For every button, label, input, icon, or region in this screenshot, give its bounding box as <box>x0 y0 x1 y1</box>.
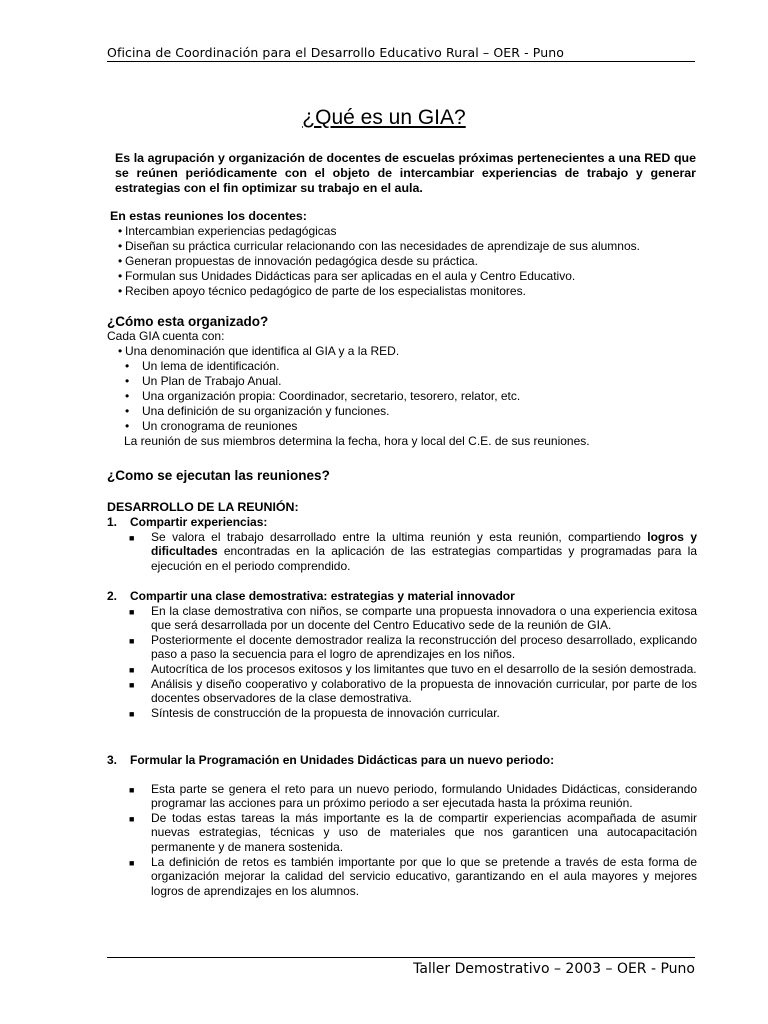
square-bullet-icon: ■ <box>129 606 135 617</box>
list-item: ■ Posteriormente el docente demostrador realiza la reconstrucción del proceso desarrollado, explicando paso a paso la secuencia para el logro de aprendizajes en los niños. <box>129 632 697 662</box>
list-item: ■ De todas estas tareas la más importante es la de compartir experiencias acompañada de asumir nuevas estrategias, técnicas y uso de materiales que nos garanticen una autocapacitación permanente y de manera sostenida. <box>129 810 697 854</box>
footer-rule <box>107 957 695 958</box>
section-1-title: 1. Compartir experiencias: <box>107 515 268 529</box>
list-item: • Diseñan su práctica curricular relacionando con las necesidades de aprendizaje de sus alumnos. <box>118 239 640 253</box>
square-bullet-icon: ■ <box>129 784 135 795</box>
page-title: ¿Qué es un GIA? <box>302 106 466 129</box>
list-item: • Una denominación que identifica al GIA y a la RED. <box>118 344 400 358</box>
list-item: • Un cronograma de reuniones <box>125 419 298 433</box>
header-rule <box>107 61 695 62</box>
page-footer: Taller Demostrativo – 2003 – OER - Puno <box>413 961 695 977</box>
section-2-number: 2. <box>107 589 118 603</box>
bullet-icon: • <box>125 404 130 418</box>
section-2-list <box>107 604 697 721</box>
list-item: • Formulan sus Unidades Didácticas para ser aplicadas en el aula y Centro Educativo. <box>118 269 576 283</box>
section-1-number: 1. <box>107 515 118 529</box>
square-bullet-icon: ■ <box>129 532 135 543</box>
square-bullet-icon: ■ <box>129 708 135 719</box>
bullet-icon: • <box>125 419 130 433</box>
section-3-number: 3. <box>107 753 118 767</box>
bullet-icon: • <box>118 284 123 298</box>
list-item: ■ Autocrítica de los procesos exitosos y los limitantes que tuvo en el desarrollo de la sesión demostrada. <box>129 661 697 676</box>
section-3-title: 3. Formular la Programación en Unidades Didácticas para un nuevo periodo: <box>107 753 555 767</box>
list-item: • Intercambian experiencias pedagógicas <box>118 224 337 238</box>
list-item: • Generan propuestas de innovación pedagógica desde su práctica. <box>118 254 478 268</box>
organizado-heading: ¿Cómo esta organizado? <box>107 314 269 329</box>
list-item: • Un Plan de Trabajo Anual. <box>125 374 282 388</box>
bullet-icon: • <box>118 254 123 268</box>
ejecutan-heading: ¿Como se ejecutan las reuniones? <box>107 468 330 483</box>
list-item: ■ La definición de retos es también importante por que lo que se pretende a través de esta forma de organización mejorar la calidad del servicio educativo, garantizando en el aula mayores y mejores logros de aprendizajes en los alumnos. <box>129 854 697 898</box>
ejecutan-section <box>107 468 697 483</box>
list-item: ■ Análisis y diseño cooperativo y colaborativo de la propuesta de innovación curricular, por parte de los docentes observadores de la clase demostrativa. <box>129 676 697 706</box>
bullet-icon: • <box>118 344 123 358</box>
section-2-title: 2. Compartir una clase demostrativa: estrategias y material innovador <box>107 589 515 603</box>
desarrollo-heading: DESARROLLO DE LA REUNIÓN: <box>107 500 299 514</box>
bullet-icon: • <box>118 269 123 283</box>
list-item: • Una organización propia: Coordinador, secretario, tesorero, relator, etc. <box>125 389 521 403</box>
square-bullet-icon: ■ <box>129 635 135 646</box>
section-3-list <box>107 782 697 899</box>
list-item: • Un lema de identificación. <box>125 359 280 373</box>
bullet-icon: • <box>118 239 123 253</box>
reuniones-section <box>107 209 697 299</box>
list-item: ■ En la clase demostrativa con niños, se comparte una propuesta innovadora o una experiencia exitosa que será desarrollada por un docente del Centro Educativo sede de la reunión de GIA. <box>129 603 697 633</box>
square-bullet-icon: ■ <box>129 857 135 868</box>
list-item: ■ Síntesis de construcción de la propuesta de innovación curricular. <box>129 705 500 720</box>
section-3 <box>107 753 697 898</box>
section-2 <box>107 589 697 720</box>
desarrollo-heading-block <box>107 500 697 515</box>
bullet-icon: • <box>125 389 130 403</box>
list-item: • Una definición de su organización y funciones. <box>125 404 390 418</box>
list-item: • Reciben apoyo técnico pedagógico de parte de los especialistas monitores. <box>118 284 526 298</box>
section-1-list <box>107 530 697 574</box>
section-1 <box>107 515 697 573</box>
reuniones-list <box>107 224 697 299</box>
page-header: Oficina de Coordinación para el Desarrollo Educativo Rural – OER - Puno <box>107 45 565 60</box>
bullet-icon: • <box>118 224 123 238</box>
organizado-closing: La reunión de sus miembros determina la fecha, hora y local del C.E. de sus reuniones. <box>124 434 590 448</box>
square-bullet-icon: ■ <box>129 664 135 675</box>
bullet-icon: • <box>125 359 130 373</box>
list-item: ■ Esta parte se genera el reto para un nuevo periodo, formulando Unidades Didácticas, considerando programar las acciones para un próximo periodo a ser ejecutada hasta la próxima reunión. <box>129 781 697 811</box>
reuniones-heading: En estas reuniones los docentes: <box>110 209 307 223</box>
square-bullet-icon: ■ <box>129 813 135 824</box>
list-item: ■ Se valora el trabajo desarrollado entre la ultima reunión y esta reunión, compartiendo logros y dificultades encontradas en la aplicación de las estrategias compartidas y programadas para la ejecución en el periodo comprendido. <box>129 529 698 573</box>
intro-paragraph: Es la agrupación y organización de docentes de escuelas próximas pertenecientes a una RED que se reúnen periódicamente con el objeto de intercambiar experiencias de trabajo y generar estrategias con el fin optimizar su trabajo en el aula. <box>115 151 696 195</box>
square-bullet-icon: ■ <box>129 679 135 690</box>
organizado-section <box>107 314 697 449</box>
organizado-list-dots <box>107 359 697 434</box>
organizado-list <box>107 344 697 359</box>
bullet-icon: • <box>125 374 130 388</box>
organizado-intro: Cada GIA cuenta con: <box>107 329 225 343</box>
